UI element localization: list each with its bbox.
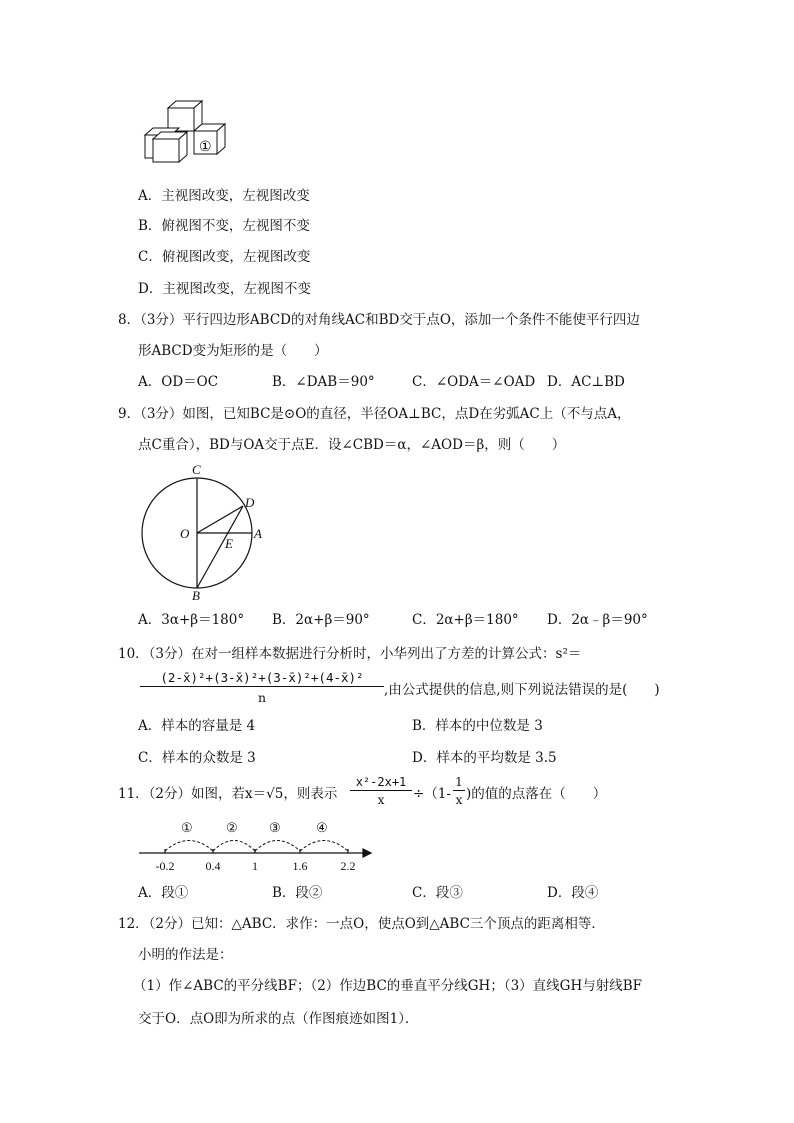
segment-label-3: ③ bbox=[269, 820, 281, 835]
q10-option-c: C．样本的众数是 3 bbox=[138, 750, 256, 766]
label-d: D bbox=[245, 495, 255, 510]
label-e: E bbox=[225, 536, 233, 551]
q10-option-d: D．样本的平均数是 3.5 bbox=[412, 750, 557, 766]
q8-stem-line2: 形ABCD变为矩形的是（ ） bbox=[138, 343, 328, 359]
q11-frac2-den: x bbox=[453, 790, 465, 808]
q11-frac2-num: 1 bbox=[455, 775, 463, 789]
q7-option-b: B．俯视图不变，左视图不变 bbox=[138, 218, 310, 234]
q10-option-b: B．样本的中位数是 3 bbox=[412, 718, 543, 734]
q11-stem-prefix: 11．（2分）如图，若x＝√5，则表示 bbox=[118, 786, 338, 802]
cube-figure bbox=[135, 98, 235, 164]
q7-option-c: C．俯视图改变，左视图改变 bbox=[138, 249, 311, 265]
tick-label-2: 0.4 bbox=[205, 859, 221, 873]
number-line-figure bbox=[135, 818, 375, 874]
tick-label-1: -0.2 bbox=[155, 859, 175, 873]
label-c: C bbox=[192, 462, 201, 477]
q8-option-c: C．∠ODA＝∠OAD bbox=[412, 374, 536, 390]
q12-stem-line2: 小明的作法是： bbox=[138, 947, 233, 963]
circle-figure bbox=[135, 462, 270, 602]
q10-variance-fraction bbox=[140, 670, 384, 706]
q11-option-b: B．段② bbox=[272, 885, 323, 901]
segment-label-4: ④ bbox=[316, 820, 328, 835]
label-b: B bbox=[192, 588, 200, 602]
q11-option-c: C．段③ bbox=[412, 885, 463, 901]
q10-numerator: (2-x̄)²+(3-x̄)²+(3-x̄)²+(4-x̄)² bbox=[160, 670, 364, 685]
q9-option-d: D．2α﹣β＝90° bbox=[547, 612, 648, 628]
q11-frac1-den: x bbox=[350, 790, 412, 808]
q9-option-a: A．3α+β＝180° bbox=[138, 612, 245, 628]
q9-option-c: C．2α+β＝180° bbox=[412, 612, 519, 628]
q9-option-b: B．2α+β＝90° bbox=[272, 612, 370, 628]
q12-stem-line3: （1）作∠ABC的平分线BF；（2）作边BC的垂直平分线GH；（3）直线GH与射线BF bbox=[133, 978, 643, 994]
q11-fraction-1 bbox=[350, 775, 412, 808]
segment-label-2: ② bbox=[226, 820, 238, 835]
q8-stem-line1: 8．（3分）平行四边形ABCD的对角线AC和BD交于点O，添加一个条件不能使平行四边 bbox=[118, 312, 640, 328]
q10-option-a: A．样本的容量是 4 bbox=[138, 718, 256, 734]
tick-label-4: 1.6 bbox=[292, 859, 308, 873]
q12-stem-line4: 交于O．点O即为所求的点（作图痕迹如图1）． bbox=[138, 1011, 419, 1027]
q8-option-d: D．AC⊥BD bbox=[547, 374, 625, 390]
q11-stem-middle: ÷（1- bbox=[413, 786, 451, 802]
q9-stem-line2: 点C重合），BD与OA交于点E．设∠CBD＝α，∠AOD＝β，则（ ） bbox=[138, 437, 566, 453]
q10-stem-tail: ,由公式提供的信息,则下列说法错误的是( ) bbox=[384, 682, 660, 698]
tick-label-3: 1 bbox=[252, 859, 258, 873]
q11-fraction-2 bbox=[453, 775, 465, 808]
q7-option-a: A．主视图改变，左视图改变 bbox=[138, 188, 310, 204]
q10-stem-line1: 10．（3分）在对一组样本数据进行分析时，小华列出了方差的计算公式：s²＝ bbox=[118, 646, 582, 662]
label-o: O bbox=[180, 526, 190, 541]
q11-frac1-num: x²-2x+1 bbox=[355, 775, 407, 789]
q8-option-b: B．∠DAB＝90° bbox=[272, 374, 375, 390]
q11-stem-suffix: )的值的点落在（ ） bbox=[466, 786, 607, 802]
segment-label-1: ① bbox=[181, 820, 193, 835]
q9-stem-line1: 9．（3分）如图，已知BC是⊙O的直径，半径OA⊥BC，点D在劣弧AC上（不与点A， bbox=[118, 406, 631, 422]
tick-label-5: 2.2 bbox=[340, 859, 356, 873]
q11-option-d: D．段④ bbox=[547, 885, 599, 901]
q11-option-a: A．段① bbox=[138, 885, 189, 901]
label-a: A bbox=[254, 526, 262, 541]
cube-label: ① bbox=[199, 140, 212, 155]
q7-option-d: D．主视图改变，左视图不变 bbox=[138, 281, 311, 297]
q10-denominator: n bbox=[140, 686, 384, 706]
q8-option-a: A．OD＝OC bbox=[138, 374, 219, 390]
q12-stem-line1: 12．（2分）已知：△ABC．求作：一点O，使点O到△ABC三个顶点的距离相等． bbox=[118, 916, 605, 932]
